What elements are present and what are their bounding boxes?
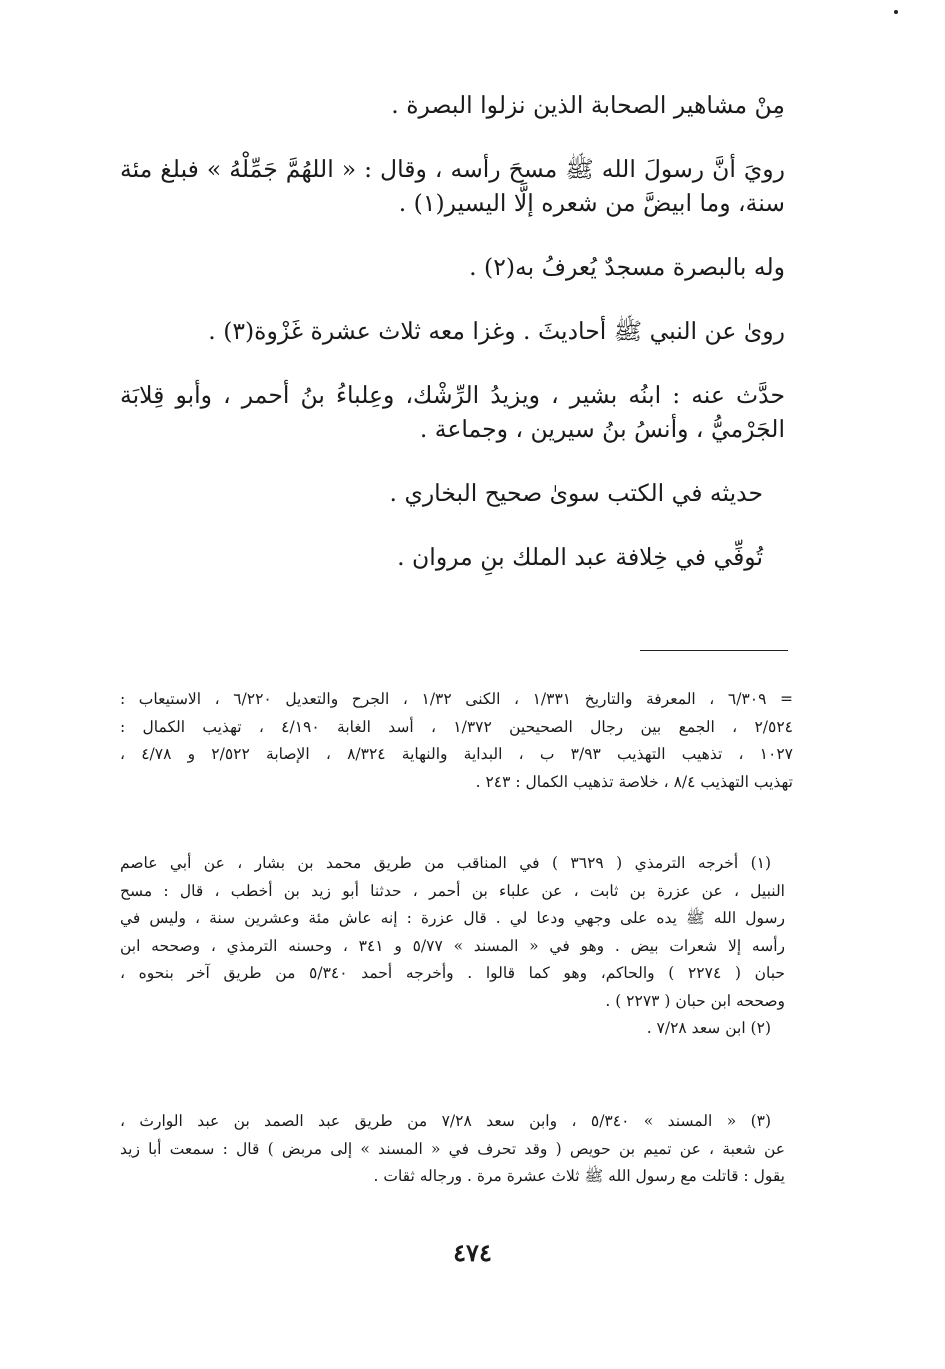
- footnote-line: رأسه إلا شعرات بيض . وهو في « المسند » ٥/٧٧ و ٣٤١ ، وحسنه الترمذي ، وصححه ابن: [120, 936, 785, 955]
- footnote-line: = ٦/٣٠٩ ، المعرفة والتاريخ ١/٣٣١ ، الكنى ١/٣٢ ، الجرح والتعديل ٦/٢٢٠ ، الاستيعاب :: [120, 690, 793, 708]
- footnote-line: يقول : قاتلت مع رسول الله ﷺ ثلاث عشرة مرة . ورجاله ثقات .: [373, 1167, 785, 1185]
- footnote-2: (٢) ابن سعد ٧/٢٨ .: [646, 1019, 771, 1037]
- corner-mark: [894, 10, 898, 14]
- paragraph-prayer: [120, 152, 785, 220]
- paragraph-narrations: روىٰ عن النبي ﷺ أحاديثَ . وغزا معه ثلاث عشرة غَزْوة(٣) .: [208, 317, 785, 345]
- paragraph-hadith: حديثه في الكتب سوىٰ صحيح البخاري .: [389, 479, 763, 507]
- footnote-line: تهذيب التهذيب ٨/٤ ، خلاصة تذهيب الكمال : ٢٤٣ .: [475, 772, 793, 791]
- intro-line: مِنْ مشاهير الصحابة الذين نزلوا البصرة .: [391, 91, 785, 119]
- footnote-3: [120, 1108, 785, 1191]
- paragraph-students: [120, 378, 785, 446]
- footnote-line: رسول الله ﷺ يده على وجهي ودعا لي . قال عزرة : إنه عاش مئة وعشرين سنة ، وليس في: [120, 909, 785, 927]
- paragraph-death: تُوفِّي في خِلافة عبد الملك بنِ مروان .: [397, 543, 763, 571]
- text-line: رويَ أنَّ رسولَ الله ﷺ مسحَ رأسه ، وقال : « اللهُمَّ جَمِّلْهُ » فبلغ مئة: [120, 155, 785, 183]
- page-number: ٤٧٤: [453, 1238, 492, 1267]
- text-line: الجَرْميُّ ، وأنسُ بنُ سيرين ، وجماعة .: [419, 415, 785, 443]
- footnote-continued: [120, 686, 793, 796]
- text-line: حدَّث عنه : ابنُه بشير ، ويزيدُ الرِّشْك، وعِلباءُ بنُ أحمر ، وأبو قِلابَة: [120, 381, 785, 409]
- footnote-line: (٣) « المسند » ٥/٣٤٠ ، وابن سعد ٧/٢٨ من طريق عبد الصمد بن عبد الوارث ،: [120, 1112, 772, 1130]
- footnote-line: حبان ( ٢٢٧٤ ) والحاكم، وهو كما قالوا . وأخرجه أحمد ٥/٣٤٠ من طريق آخر بنحوه ،: [120, 964, 785, 982]
- footnote-separator: [640, 650, 788, 651]
- biography-text: [120, 88, 785, 574]
- footnote-line: وصححه ابن حبان ( ٢٢٧٣ ) .: [605, 991, 785, 1010]
- footnote-line: (١) أخرجه الترمذي ( ٣٦٢٩ ) في المناقب من طريق محمد بن بشار ، عن أبي عاصم: [120, 854, 772, 872]
- paragraph-mosque: وله بالبصرة مسجدٌ يُعرفُ به(٢) .: [469, 253, 785, 281]
- text-line: سنة، وما ابيضَّ من شعره إلَّا اليسير(١) .: [398, 189, 785, 217]
- footnote-line: ١٠٢٧ ، تذهيب التهذيب ٣/٩٣ ب ، البداية والنهاية ٨/٣٢٤ ، الإصابة ٢/٥٢٢ و ٤/٧٨ ،: [120, 745, 793, 763]
- footnote-1: [120, 850, 785, 1043]
- footnote-line: عن شعبة ، عن تميم بن حويص ( وقد تحرف في « المسند » إلى مربض ) قال : سمعت أبا زيد: [120, 1139, 785, 1158]
- footnote-line: النبيل ، عن عزرة بن ثابت ، عن علباء بن أحمر ، حدثنا أبو زيد بن أخطب ، قال : مسح: [120, 881, 785, 900]
- footnote-line: ٢/٥٢٤ ، الجمع بين رجال الصحيحين ١/٣٧٢ ، أسد الغابة ٤/١٩٠ ، تهذيب الكمال :: [120, 717, 793, 736]
